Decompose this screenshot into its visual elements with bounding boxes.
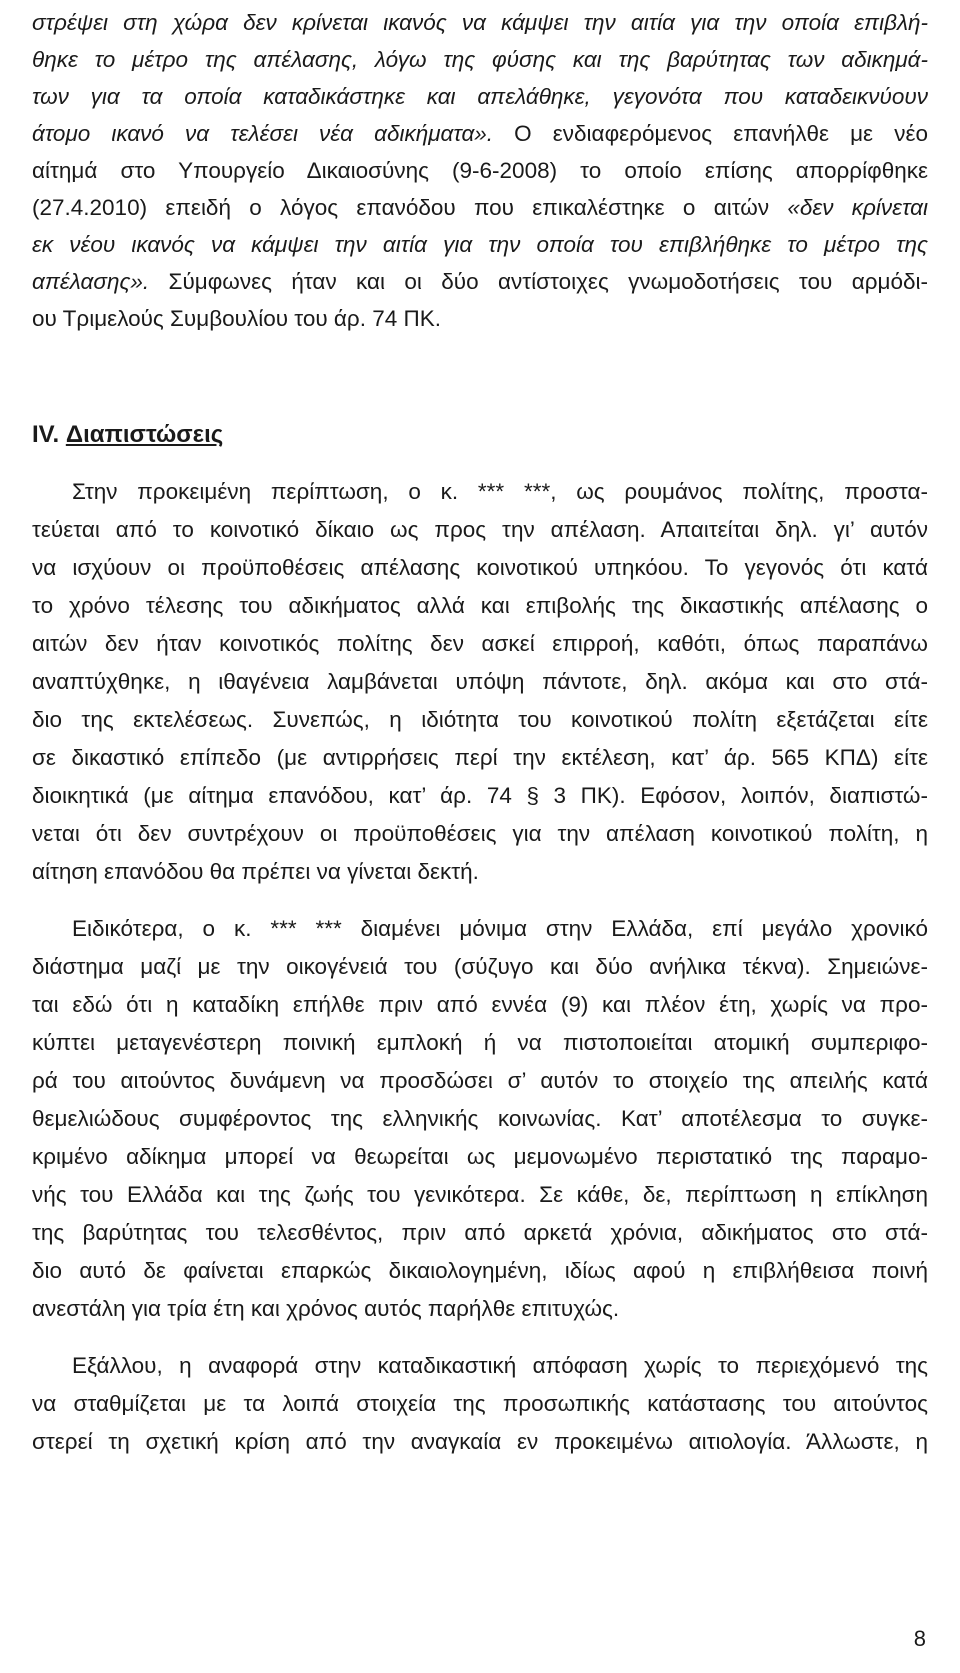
text-line: ανεστάλη για τρία έτη και χρόνος αυτός παρήλθε επιτυχώς. bbox=[32, 1296, 620, 1321]
text-line: θηκε το μέτρο της απέλασης, λόγω της φύσης και της βαρύτητας των αδικημά- bbox=[32, 47, 928, 72]
page-number: 8 bbox=[913, 1626, 926, 1651]
text-line: ται εδώ ότι η καταδίκη επήλθε πριν από εννέα (9) και πλέον έτη, χωρίς να προ- bbox=[32, 992, 928, 1017]
text-line: νεται ότι δεν συντρέχουν οι προϋποθέσεις για την απέλαση κοινοτικού πολίτη, η bbox=[32, 821, 928, 846]
text-line: στερεί τη σχετική κρίση από την αναγκαία εν προκειμένω αιτιολογία. Άλλωστε, η bbox=[32, 1429, 928, 1454]
text-line: Ειδικότερα, ο κ. *** *** διαμένει μόνιμα στην Ελλάδα, επί μεγάλο χρονικό bbox=[72, 916, 928, 941]
text-segment: (27.4.2010) επειδή ο λόγος επανόδου που επικαλέστηκε ο αιτών bbox=[32, 195, 770, 220]
text-line: νής του Ελλάδα και της ζωής του γενικότερα. Σε κάθε, δε, περίπτωση η επίκληση bbox=[32, 1182, 928, 1207]
text-line: να ισχύουν οι προϋποθέσεις απέλασης κοινοτικού υπηκόου. Το γεγονός ότι κατά bbox=[32, 555, 928, 580]
text-line: τεύεται από το κοινοτικό δίκαιο ως προς την απέλαση. Απαιτείται δηλ. γι’ αυτόν bbox=[32, 517, 928, 542]
text-line: θεμελιώδους συμφέροντος της ελληνικής κοινωνίας. Κατ’ αποτέλεσμα το συγκε- bbox=[32, 1106, 928, 1131]
text-line bbox=[32, 193, 928, 223]
text-line: αίτημά στο Υπουργείο Δικαιοσύνης (9-6-2008) το οποίο επίσης απορρίφθηκε bbox=[32, 158, 928, 183]
text-line bbox=[32, 267, 928, 297]
quoted-text: απέλασης». bbox=[32, 269, 150, 294]
text-line: των για τα οποία καταδικάστηκε και απελάθηκε, γεγονότα που καταδεικνύουν bbox=[32, 84, 928, 109]
text-line: κύπτει μεταγενέστερη ποινική εμπλοκή ή να πιστοποιείται ατομική συμπεριφο- bbox=[32, 1030, 928, 1055]
text-line: σε δικαστικό επίπεδο (με αντιρρήσεις περί την εκτέλεση, κατ’ άρ. 565 ΚΠΔ) είτε bbox=[32, 745, 928, 770]
text-line: διο αυτό δε φαίνεται επαρκώς δικαιολογημένη, ιδίως αφού η επιβλήθεισα ποινή bbox=[32, 1258, 928, 1283]
text-line: να σταθμίζεται με τα λοιπά στοιχεία της προσωπικής κατάστασης του αιτούντος bbox=[32, 1391, 928, 1416]
text-line: κριμένο αδίκημα μπορεί να θεωρείται ως μεμονωμένο περιστατικό της παραμο- bbox=[32, 1144, 928, 1169]
text-line: Στην προκειμένη περίπτωση, ο κ. *** ***, ως ρουμάνος πολίτης, προστα- bbox=[72, 479, 928, 504]
quoted-text: «δεν κρίνεται bbox=[787, 195, 929, 220]
section-number: IV. bbox=[32, 421, 60, 448]
text-segment: Ο ενδιαφερόμενος επανήλθε με νέο bbox=[514, 121, 928, 146]
text-line: διο της εκτελέσεως. Συνεπώς, η ιδιότητα του κοινοτικού πολίτη εξετάζεται είτε bbox=[32, 707, 928, 732]
text-line: αιτών δεν ήταν κοινοτικός πολίτης δεν ασκεί επιρροή, καθότι, όπως παραπάνω bbox=[32, 631, 928, 656]
text-line: της βαρύτητας του τελεσθέντος, πριν από αρκετά χρόνια, αδικήματος στο στά- bbox=[32, 1220, 928, 1245]
text-line: αίτηση επανόδου θα πρέπει να γίνεται δεκτή. bbox=[32, 859, 479, 884]
text-line: διοικητικά (με αίτημα επανόδου, κατ’ άρ. 74 § 3 ΠΚ). Εφόσον, λοιπόν, διαπιστώ- bbox=[32, 783, 928, 808]
quoted-text: άτομο ικανό να τελέσει νέα αδικήματα». bbox=[32, 121, 494, 146]
text-segment: Σύμφωνες ήταν και οι δύο αντίστοιχες γνωμοδοτήσεις του αρμόδι- bbox=[168, 269, 928, 294]
section-heading bbox=[32, 420, 223, 450]
section-title: Διαπιστώσεις bbox=[65, 421, 224, 448]
text-line: διάστημα μαζί με την οικογένειά του (σύζυγο και δύο ανήλικα τέκνα). Σημειώνε- bbox=[32, 954, 928, 979]
text-line: το χρόνο τέλεσης του αδικήματος αλλά και επιβολής της δικαστικής απέλασης ο bbox=[32, 593, 928, 618]
text-line: στρέψει στη χώρα δεν κρίνεται ικανός να κάμψει την αιτία για την οποία επιβλή- bbox=[32, 10, 928, 35]
text-line: ου Τριμελούς Συμβουλίου του άρ. 74 ΠΚ. bbox=[32, 306, 442, 331]
text-line bbox=[32, 119, 928, 149]
text-line: εκ νέου ικανός να κάμψει την αιτία για την οποία του επιβλήθηκε το μέτρο της bbox=[32, 232, 928, 257]
text-line: ρά του αιτούντος δυνάμενη να προσδώσει σ’ αυτόν το στοιχείο της απειλής κατά bbox=[32, 1068, 928, 1093]
text-line: αναπτύχθηκε, η ιθαγένεια λαμβάνεται υπόψη πάντοτε, δηλ. ακόμα και στο στά- bbox=[32, 669, 928, 694]
text-line: Εξάλλου, η αναφορά στην καταδικαστική απόφαση χωρίς το περιεχόμενό της bbox=[72, 1353, 928, 1378]
